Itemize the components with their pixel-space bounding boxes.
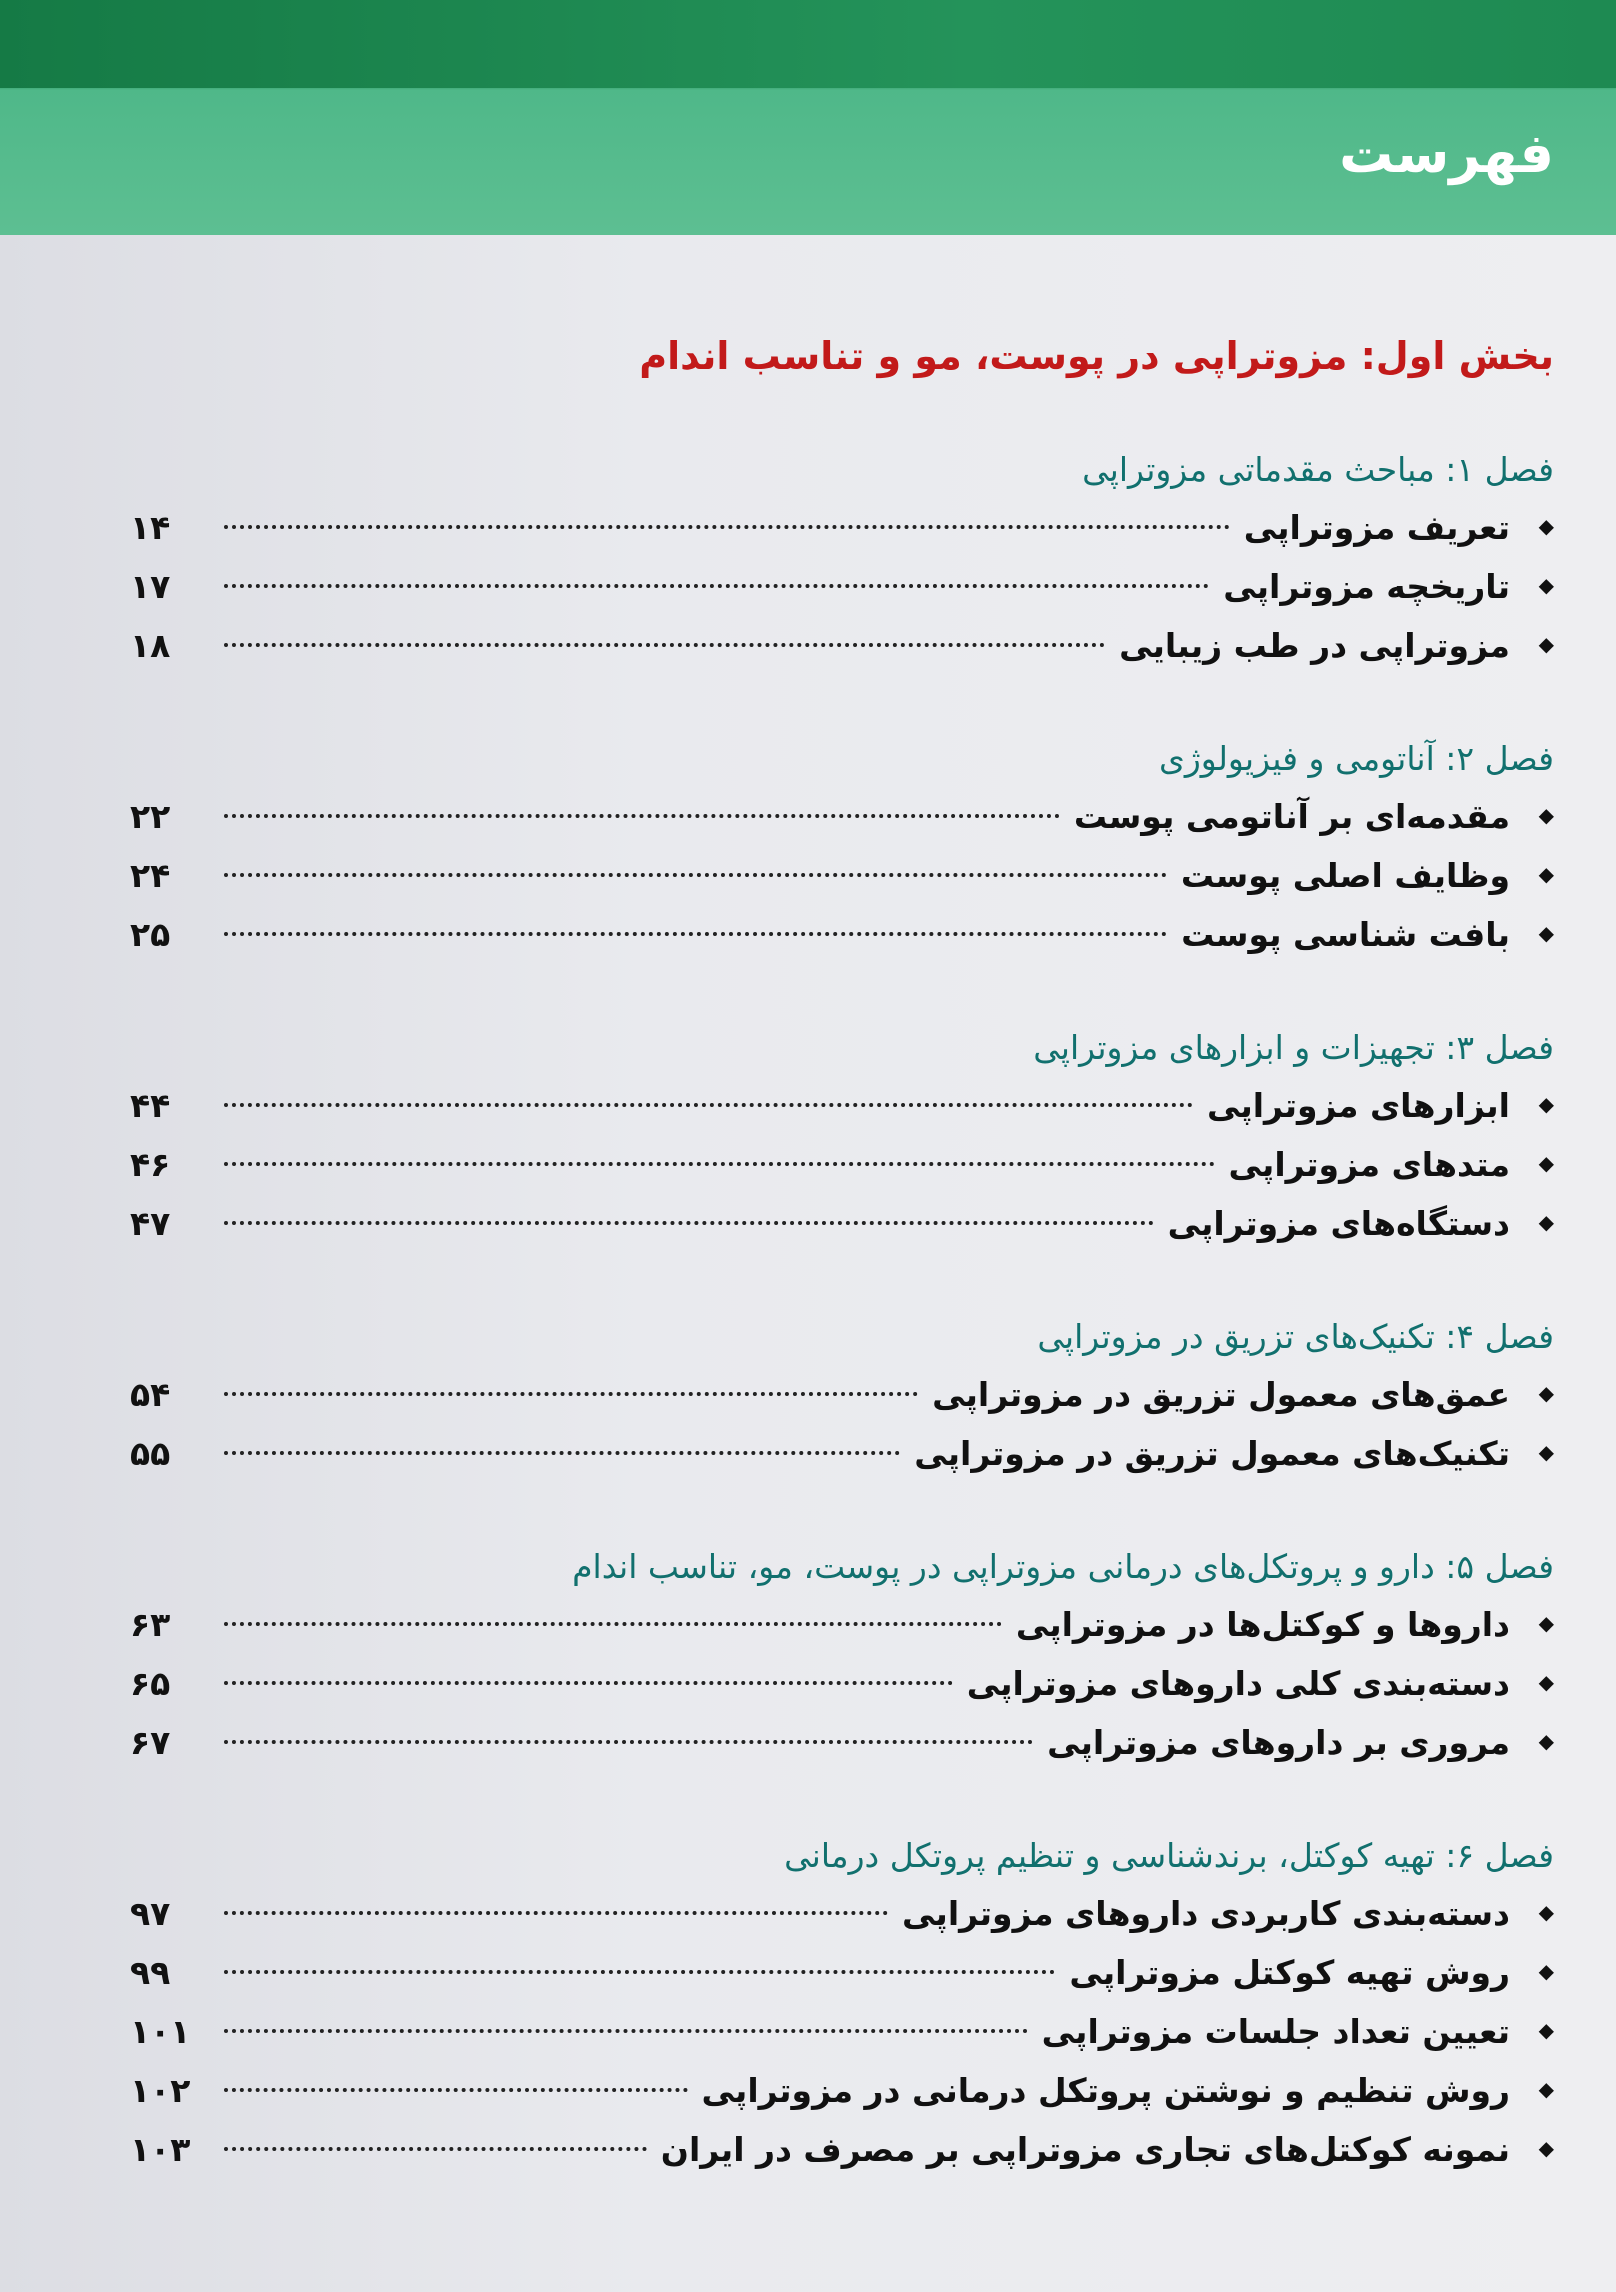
toc-entry (130, 1943, 1554, 2002)
table-of-contents (130, 330, 1554, 2235)
dot-leader (224, 525, 1230, 529)
dot-leader (224, 814, 1060, 818)
chapter-section (130, 731, 1554, 964)
entry-title: نمونه کوکتل‌های تجاری مزوتراپی بر مصرف در ایران (660, 2130, 1510, 2169)
page-number: ۶۳ (130, 1605, 171, 1644)
entry-title: تعریف مزوتراپی (1243, 508, 1510, 547)
dot-leader (224, 2029, 1028, 2033)
diamond-bullet-icon: ◆ (1538, 2077, 1554, 2101)
toc-entry (130, 905, 1554, 964)
entry-title: بافت شناسی پوست (1181, 915, 1510, 954)
diamond-bullet-icon: ◆ (1538, 1092, 1554, 1116)
toc-entry (130, 787, 1554, 846)
diamond-bullet-icon: ◆ (1538, 862, 1554, 886)
entry-title: تاریخچه مزوتراپی (1223, 567, 1510, 606)
dot-leader (224, 1392, 918, 1396)
diamond-bullet-icon: ◆ (1538, 514, 1554, 538)
chapter-title: فصل ۲: آناتومی و فیزیولوژی (1159, 739, 1554, 778)
dot-leader (224, 2088, 688, 2092)
chapter-title: فصل ۳: تجهیزات و ابزارهای مزوتراپی (1033, 1028, 1554, 1067)
chapter-title: فصل ۱: مباحث مقدماتی مزوتراپی (1082, 450, 1554, 489)
page-number: ۵۵ (130, 1434, 171, 1473)
diamond-bullet-icon: ◆ (1538, 2018, 1554, 2042)
page-number: ۱۰۳ (130, 2130, 191, 2169)
page-number: ۱۰۱ (130, 2012, 191, 2051)
page-number: ۶۷ (130, 1723, 171, 1762)
entry-title: تعیین تعداد جلسات مزوتراپی (1041, 2012, 1510, 2051)
dot-leader (224, 1622, 1002, 1626)
page-number: ۴۶ (130, 1145, 171, 1184)
entry-title: متدهای مزوتراپی (1228, 1145, 1510, 1184)
chapter-section (130, 442, 1554, 675)
chapter-section (130, 1539, 1554, 1772)
header-top-strip (0, 0, 1616, 88)
dot-leader (224, 1740, 1033, 1744)
dot-leader (224, 1162, 1215, 1166)
part-title: بخش اول: مزوتراپی در پوست، مو و تناسب اندام (639, 334, 1554, 378)
toc-entry (130, 1654, 1554, 1713)
toc-entry (130, 1713, 1554, 1772)
dot-leader (224, 1681, 953, 1685)
dot-leader (224, 1970, 1055, 1974)
page-number: ۱۴ (130, 508, 171, 547)
page-number: ۵۴ (130, 1375, 171, 1414)
entry-title: مروری بر داروهای مزوتراپی (1047, 1723, 1510, 1762)
entry-title: مزوتراپی در طب زیبایی (1119, 626, 1510, 665)
entry-title: عمق‌های معمول تزریق در مزوتراپی (932, 1375, 1510, 1414)
toc-entry (130, 1884, 1554, 1943)
diamond-bullet-icon: ◆ (1538, 1729, 1554, 1753)
toc-entry (130, 2002, 1554, 2061)
diamond-bullet-icon: ◆ (1538, 803, 1554, 827)
toc-entry (130, 498, 1554, 557)
entry-title: ابزارهای مزوتراپی (1206, 1086, 1510, 1125)
toc-entry (130, 1076, 1554, 1135)
entry-title: دسته‌بندی کلی داروهای مزوتراپی (966, 1664, 1510, 1703)
chapter-title: فصل ۶: تهیه کوکتل، برندشناسی و تنظیم پروتکل درمانی (784, 1836, 1554, 1875)
toc-entry (130, 1595, 1554, 1654)
diamond-bullet-icon: ◆ (1538, 1151, 1554, 1175)
diamond-bullet-icon: ◆ (1538, 1611, 1554, 1635)
dot-leader (224, 1221, 1154, 1225)
toc-entry (130, 1365, 1554, 1424)
chapter-list (130, 442, 1554, 2179)
toc-entry (130, 2120, 1554, 2179)
diamond-bullet-icon: ◆ (1538, 921, 1554, 945)
entry-title: تکنیک‌های معمول تزریق در مزوتراپی (914, 1434, 1510, 1473)
page-number: ۱۷ (130, 567, 171, 606)
diamond-bullet-icon: ◆ (1538, 2136, 1554, 2160)
entry-title: داروها و کوکتل‌ها در مزوتراپی (1015, 1605, 1510, 1644)
entry-title: مقدمه‌ای بر آناتومی پوست (1073, 797, 1510, 836)
diamond-bullet-icon: ◆ (1538, 1210, 1554, 1234)
chapter-title: فصل ۵: دارو و پروتکل‌های درمانی مزوتراپی در پوست، مو، تناسب اندام (572, 1547, 1554, 1586)
page-number: ۱۸ (130, 626, 171, 665)
toc-entry (130, 1194, 1554, 1253)
page-number: ۶۵ (130, 1664, 171, 1703)
entry-title: روش تنظیم و نوشتن پروتکل درمانی در مزوتراپی (701, 2071, 1510, 2110)
entry-title: وظایف اصلی پوست (1180, 856, 1510, 895)
toc-entry (130, 1424, 1554, 1483)
page-number: ۹۹ (130, 1953, 171, 1992)
page-number: ۹۷ (130, 1894, 171, 1933)
page-number: ۲۲ (130, 797, 171, 836)
dot-leader (224, 643, 1105, 647)
diamond-bullet-icon: ◆ (1538, 1900, 1554, 1924)
header-band (0, 0, 1616, 235)
diamond-bullet-icon: ◆ (1538, 1959, 1554, 1983)
chapter-section (130, 1020, 1554, 1253)
page-number: ۱۰۲ (130, 2071, 191, 2110)
diamond-bullet-icon: ◆ (1538, 1381, 1554, 1405)
diamond-bullet-icon: ◆ (1538, 1440, 1554, 1464)
dot-leader (224, 1911, 888, 1915)
entry-title: دسته‌بندی کاربردی داروهای مزوتراپی (902, 1894, 1510, 1933)
toc-entry (130, 2061, 1554, 2120)
dot-leader (224, 932, 1167, 936)
entry-title: دستگاه‌های مزوتراپی (1167, 1204, 1510, 1243)
page-number: ۲۵ (130, 915, 171, 954)
page-number: ۴۴ (130, 1086, 171, 1125)
dot-leader (224, 2147, 647, 2151)
dot-leader (224, 1451, 900, 1455)
dot-leader (224, 1103, 1193, 1107)
toc-entry (130, 557, 1554, 616)
page-number: ۲۴ (130, 856, 171, 895)
chapter-section (130, 1828, 1554, 2179)
dot-leader (224, 873, 1167, 877)
page-title: فهرست (1339, 122, 1554, 185)
toc-entry (130, 1135, 1554, 1194)
diamond-bullet-icon: ◆ (1538, 573, 1554, 597)
toc-entry (130, 846, 1554, 905)
diamond-bullet-icon: ◆ (1538, 1670, 1554, 1694)
entry-title: روش تهیه کوکتل مزوتراپی (1069, 1953, 1510, 1992)
dot-leader (224, 584, 1209, 588)
page-number: ۴۷ (130, 1204, 171, 1243)
chapter-section (130, 1309, 1554, 1483)
diamond-bullet-icon: ◆ (1538, 632, 1554, 656)
chapter-title: فصل ۴: تکنیک‌های تزریق در مزوتراپی (1037, 1317, 1554, 1356)
toc-entry (130, 616, 1554, 675)
